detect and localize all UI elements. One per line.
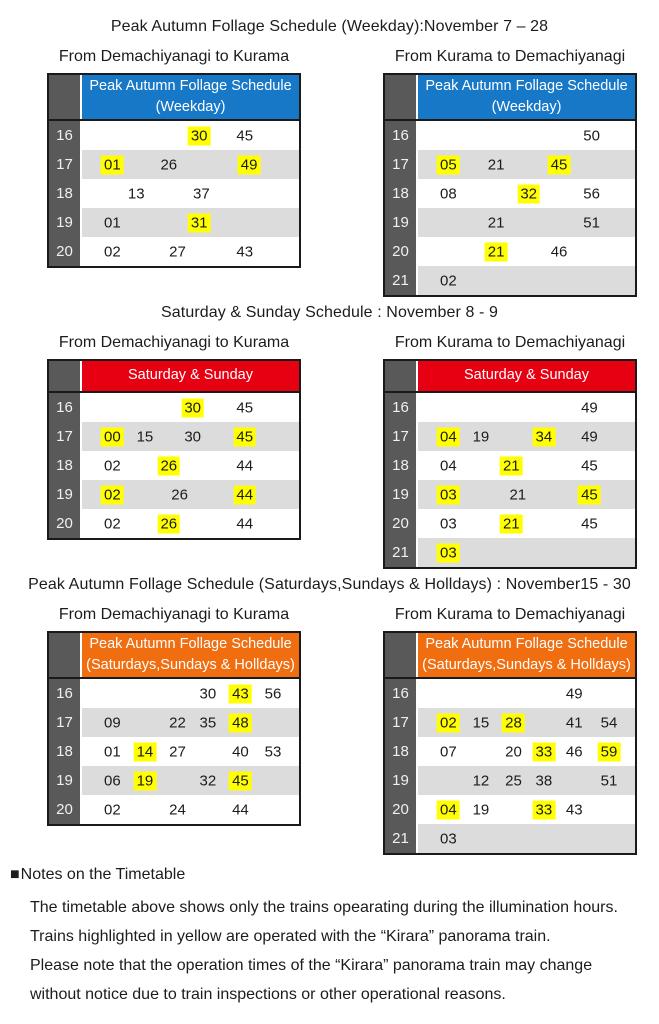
minute-cell: 56 (264, 685, 282, 702)
minute-cell: 30 (199, 685, 217, 702)
table-row (49, 795, 299, 824)
direction-label: From Kurama to Demachiyanagi (394, 334, 626, 351)
minute-cell-kirara: 43 (229, 684, 252, 703)
minute-cell: 43 (236, 243, 254, 260)
minute-cell: 01 (104, 214, 121, 231)
hour-cell: 19 (385, 208, 418, 237)
minute-cell-kirara: 30 (181, 398, 204, 417)
table-row (385, 708, 635, 737)
section-title: Peak Autumn Follage Schedule (Saturdays,Sundays & Holldays) : November15 - 30 (28, 576, 631, 593)
minute-cell: 40 (232, 743, 249, 760)
minute-cell: 45 (581, 457, 598, 474)
hour-cell: 16 (385, 679, 418, 708)
minute-cell: 07 (440, 743, 457, 760)
minute-cell-kirara: 45 (233, 427, 256, 446)
minute-cell-kirara: 26 (157, 456, 180, 475)
table-row (49, 179, 299, 208)
minute-cell: 46 (565, 743, 583, 760)
minutes-area (82, 422, 299, 451)
minutes-area (418, 509, 635, 538)
minutes-area (82, 480, 299, 509)
corner-cell (385, 361, 418, 391)
minute-cell-kirara: 00 (101, 427, 124, 446)
table-row (49, 150, 299, 179)
hour-cell: 18 (385, 179, 418, 208)
hour-cell: 16 (49, 679, 82, 708)
hour-cell: 19 (385, 766, 418, 795)
hour-cell: 18 (385, 451, 418, 480)
table-header-row (385, 75, 635, 121)
minute-cell-kirara: 49 (238, 155, 261, 174)
minute-cell-kirara: 02 (437, 713, 460, 732)
hour-cell: 18 (49, 179, 82, 208)
timetable-column-right (383, 47, 637, 297)
minute-cell-kirara: 33 (533, 800, 556, 819)
direction-label: From Kurama to Demachiyanagi (394, 606, 626, 623)
table-row (385, 422, 635, 451)
hour-cell: 20 (49, 237, 82, 266)
table-header-line: (Weekday) (155, 99, 226, 115)
hour-cell: 18 (385, 737, 418, 766)
table-row (385, 737, 635, 766)
table-row (385, 538, 635, 567)
hour-cell: 20 (385, 237, 418, 266)
notes-heading (10, 865, 659, 885)
minute-cell: 02 (104, 801, 121, 818)
minute-cell-kirara: 28 (502, 713, 525, 732)
minute-cell: 24 (169, 801, 186, 818)
minute-cell: 44 (236, 515, 254, 532)
section-tables (0, 333, 659, 569)
minute-cell-kirara: 05 (437, 155, 460, 174)
minute-cell: 51 (583, 214, 600, 231)
minutes-area (418, 824, 635, 853)
table-row (385, 679, 635, 708)
hour-cell: 19 (385, 480, 418, 509)
minute-cell-kirara: 45 (578, 485, 601, 504)
minutes-area (418, 737, 635, 766)
minutes-area (418, 538, 635, 567)
minutes-area (418, 179, 635, 208)
table-header-row (49, 361, 299, 393)
minute-cell: 01 (104, 743, 121, 760)
notes-section (0, 865, 659, 1009)
table-row (385, 795, 635, 824)
minute-cell: 13 (127, 185, 145, 202)
table-header (82, 633, 299, 677)
minute-cell: 37 (193, 185, 210, 202)
notes-heading-text: Notes on the Timetable (20, 866, 186, 883)
table-row (49, 480, 299, 509)
section-tables (0, 47, 659, 297)
section-title: Peak Autumn Follage Schedule (Weekday):November 7 – 28 (110, 18, 549, 35)
schedule-section (0, 303, 659, 569)
corner-cell (49, 633, 82, 677)
timetable-right (383, 631, 637, 855)
minute-cell: 02 (104, 457, 121, 474)
hour-cell: 16 (385, 393, 418, 422)
table-header-line: Peak Autumn Follage Schedule (89, 635, 292, 652)
table-row (385, 237, 635, 266)
minute-cell: 43 (565, 801, 583, 818)
schedule-sections (0, 17, 659, 855)
table-row (385, 509, 635, 538)
hour-cell: 19 (49, 480, 82, 509)
minute-cell: 21 (487, 214, 505, 231)
minute-cell-kirara: 03 (437, 485, 460, 504)
minute-cell: 32 (199, 772, 217, 789)
table-header (82, 75, 299, 119)
table-header (418, 633, 635, 677)
minutes-area (82, 795, 299, 824)
minute-cell: 44 (236, 457, 254, 474)
table-header-line: Saturday & Sunday (464, 367, 589, 384)
minute-cell: 49 (565, 685, 583, 702)
minute-cell: 08 (440, 185, 457, 202)
minute-cell: 02 (104, 243, 121, 260)
corner-cell (49, 361, 82, 391)
table-row (49, 393, 299, 422)
table-row (385, 208, 635, 237)
minute-cell-kirara: 48 (229, 713, 252, 732)
table-row (49, 121, 299, 150)
minute-cell: 26 (160, 156, 178, 173)
timetable-left (47, 73, 301, 268)
table-header-line: (Weekday) (491, 99, 562, 115)
minutes-area (82, 208, 299, 237)
timetable-left (47, 631, 301, 826)
table-header-row (49, 633, 299, 679)
minute-cell: 45 (236, 399, 254, 416)
minute-cell: 49 (581, 399, 598, 416)
table-row (49, 208, 299, 237)
minutes-area (418, 266, 635, 295)
timetable-left (47, 359, 301, 540)
minute-cell-kirara: 34 (533, 427, 556, 446)
minute-cell: 15 (136, 428, 154, 445)
table-row (385, 150, 635, 179)
minute-cell-kirara: 21 (485, 242, 508, 261)
minute-cell-kirara: 04 (437, 427, 460, 446)
minute-cell: 44 (232, 801, 249, 818)
table-row (385, 766, 635, 795)
minute-cell: 25 (505, 772, 522, 789)
minute-cell-kirara: 04 (437, 800, 460, 819)
timetable-right (383, 359, 637, 569)
table-header-line: Peak Autumn Follage Schedule (89, 77, 292, 94)
table-header-row (385, 361, 635, 393)
table-row (385, 824, 635, 853)
minutes-area (418, 480, 635, 509)
table-header-line: Peak Autumn Follage Schedule (425, 635, 628, 652)
direction-label: From Kurama to Demachiyanagi (394, 48, 626, 65)
minute-cell: 21 (509, 486, 527, 503)
schedule-section (0, 17, 659, 297)
hour-cell: 20 (49, 509, 82, 538)
minute-cell: 02 (440, 272, 457, 289)
minute-cell: 27 (169, 243, 186, 260)
minute-cell-kirara: 45 (229, 771, 252, 790)
minute-cell-kirara: 33 (533, 742, 556, 761)
minutes-area (82, 393, 299, 422)
hour-cell: 17 (385, 150, 418, 179)
minute-cell: 02 (104, 515, 121, 532)
minutes-area (418, 393, 635, 422)
schedule-section (0, 575, 659, 855)
minute-cell: 41 (565, 714, 583, 731)
minute-cell: 19 (472, 801, 490, 818)
minute-cell: 12 (472, 772, 490, 789)
hour-cell: 16 (49, 121, 82, 150)
hour-cell: 21 (385, 538, 418, 567)
minutes-area (418, 237, 635, 266)
minute-cell: 06 (104, 772, 121, 789)
minutes-area (82, 737, 299, 766)
direction-label: From Demachiyanagi to Kurama (58, 334, 290, 351)
notes-body (10, 893, 659, 1009)
minutes-area (418, 150, 635, 179)
minutes-area (418, 679, 635, 708)
minute-cell: 54 (600, 714, 618, 731)
table-header-row (385, 633, 635, 679)
minute-cell-kirara: 01 (101, 155, 124, 174)
hour-cell: 17 (49, 708, 82, 737)
section-tables (0, 605, 659, 855)
corner-cell (385, 633, 418, 677)
table-header-line: (Saturdays,Sundays & Holldays) (422, 657, 631, 673)
minute-cell: 45 (236, 127, 254, 144)
table-header-line: Saturday & Sunday (128, 367, 253, 384)
minute-cell: 27 (169, 743, 186, 760)
notes-line: The timetable above shows only the trains opearating during the illumination hours. (30, 899, 618, 916)
timetable-column-left (47, 605, 301, 826)
minute-cell-kirara: 32 (517, 184, 540, 203)
minute-cell-kirara: 44 (233, 485, 256, 504)
direction-label: From Demachiyanagi to Kurama (58, 606, 290, 623)
direction-label: From Demachiyanagi to Kurama (58, 48, 290, 65)
minute-cell-kirara: 31 (188, 213, 211, 232)
table-header (418, 361, 635, 391)
minute-cell: 19 (472, 428, 490, 445)
minutes-area (82, 509, 299, 538)
minute-cell-kirara: 02 (101, 485, 124, 504)
minute-cell-kirara: 59 (598, 742, 621, 761)
table-row (385, 393, 635, 422)
minute-cell: 15 (472, 714, 490, 731)
hour-cell: 16 (49, 393, 82, 422)
table-row (49, 451, 299, 480)
table-row (49, 679, 299, 708)
hour-cell: 20 (385, 795, 418, 824)
hour-cell: 20 (385, 509, 418, 538)
hour-cell: 19 (49, 208, 82, 237)
table-header-row (49, 75, 299, 121)
minute-cell-kirara: 19 (134, 771, 157, 790)
minute-cell: 53 (264, 743, 282, 760)
notes-line: Trains highlighted in yellow are operated with the “Kirara” panorama train. (30, 928, 551, 945)
square-bullet-icon: ■ (10, 866, 20, 883)
notes-line: Please note that the operation times of the “Kirara” panorama train may change (30, 957, 593, 974)
minute-cell: 26 (171, 486, 188, 503)
minutes-area (418, 451, 635, 480)
table-row (49, 509, 299, 538)
table-row (49, 737, 299, 766)
minutes-area (82, 708, 299, 737)
minutes-area (82, 179, 299, 208)
hour-cell: 17 (49, 150, 82, 179)
hour-cell: 17 (385, 708, 418, 737)
minute-cell: 51 (600, 772, 618, 789)
hour-cell: 21 (385, 266, 418, 295)
timetable-column-left (47, 47, 301, 268)
minute-cell-kirara: 21 (500, 514, 523, 533)
minutes-area (82, 150, 299, 179)
hour-cell: 17 (385, 422, 418, 451)
table-header-line: (Saturdays,Sundays & Holldays) (86, 657, 295, 673)
table-row (49, 237, 299, 266)
minute-cell: 46 (550, 243, 568, 260)
hour-cell: 21 (385, 824, 418, 853)
minutes-area (418, 766, 635, 795)
table-row (385, 480, 635, 509)
table-row (385, 121, 635, 150)
minute-cell: 35 (199, 714, 217, 731)
minute-cell: 38 (535, 772, 553, 789)
minute-cell: 20 (505, 743, 522, 760)
minutes-area (82, 237, 299, 266)
table-header (418, 75, 635, 119)
hour-cell: 20 (49, 795, 82, 824)
minute-cell-kirara: 03 (437, 543, 460, 562)
minutes-area (418, 708, 635, 737)
minute-cell: 21 (487, 156, 505, 173)
table-row (385, 266, 635, 295)
timetable-column-right (383, 605, 637, 855)
minute-cell: 04 (440, 457, 457, 474)
minute-cell-kirara: 45 (548, 155, 571, 174)
table-row (385, 179, 635, 208)
section-title: Saturday & Sunday Schedule : November 8 - 9 (161, 304, 498, 321)
table-row (385, 451, 635, 480)
minute-cell-kirara: 21 (500, 456, 523, 475)
table-row (49, 422, 299, 451)
minute-cell: 50 (583, 127, 600, 144)
corner-cell (49, 75, 82, 119)
minute-cell: 03 (440, 515, 457, 532)
minutes-area (418, 208, 635, 237)
minute-cell: 09 (104, 714, 121, 731)
minute-cell-kirara: 26 (157, 514, 180, 533)
minutes-area (82, 121, 299, 150)
table-header (82, 361, 299, 391)
hour-cell: 17 (49, 422, 82, 451)
hour-cell: 19 (49, 766, 82, 795)
corner-cell (385, 75, 418, 119)
minutes-area (418, 795, 635, 824)
timetable-column-right (383, 333, 637, 569)
minutes-area (418, 121, 635, 150)
minute-cell: 45 (581, 515, 598, 532)
hour-cell: 18 (49, 737, 82, 766)
timetable-right (383, 73, 637, 297)
minutes-area (82, 766, 299, 795)
minute-cell: 03 (440, 830, 457, 847)
timetable-column-left (47, 333, 301, 540)
minutes-area (418, 422, 635, 451)
minutes-area (82, 451, 299, 480)
notes-line: without notice due to train inspections or other operational reasons. (30, 986, 506, 1003)
minute-cell: 56 (583, 185, 600, 202)
minute-cell: 22 (169, 714, 186, 731)
minutes-area (82, 679, 299, 708)
table-row (49, 708, 299, 737)
minute-cell: 49 (581, 428, 598, 445)
hour-cell: 16 (385, 121, 418, 150)
minute-cell-kirara: 14 (134, 742, 157, 761)
table-header-line: Peak Autumn Follage Schedule (425, 77, 628, 94)
hour-cell: 18 (49, 451, 82, 480)
minute-cell-kirara: 30 (188, 126, 211, 145)
table-row (49, 766, 299, 795)
minute-cell: 30 (184, 428, 201, 445)
